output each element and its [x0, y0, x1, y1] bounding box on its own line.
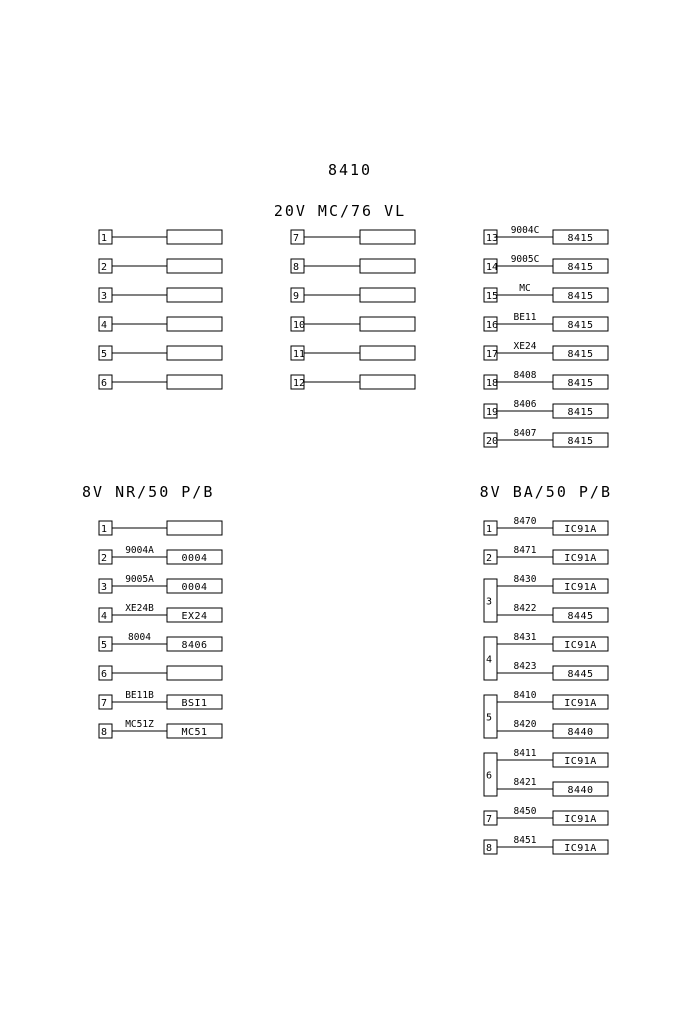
terminal-label: IC91A	[564, 553, 597, 564]
wire-label: 8431	[513, 632, 537, 643]
pin-number: 3	[486, 596, 493, 608]
terminal-label: 8415	[567, 233, 594, 244]
pin-number: 2	[101, 262, 108, 273]
wire-label: 8430	[513, 574, 537, 585]
wire-label: MC	[519, 283, 531, 294]
terminal-label: IC91A	[564, 814, 597, 825]
terminal-label: IC91A	[564, 640, 597, 651]
terminal-label: 8445	[567, 669, 594, 680]
terminal-label: BSI1	[181, 698, 208, 709]
terminal-label: MC51	[181, 727, 208, 738]
wire-label: 8421	[513, 777, 537, 788]
pin-number: 1	[486, 524, 493, 535]
pin-number: 3	[101, 291, 108, 302]
wire-label: 8450	[513, 806, 537, 817]
terminal-label: 8415	[567, 320, 594, 331]
pin-number: 2	[101, 553, 108, 564]
terminal-label: 8415	[567, 378, 594, 389]
wire-label: 8004	[128, 632, 151, 643]
terminal-label: IC91A	[564, 582, 597, 593]
terminal-box	[360, 288, 415, 302]
pin-number: 5	[486, 712, 493, 724]
pin-number: 10	[293, 320, 306, 331]
connector-label-ba: 8V BA/50 P/B	[479, 483, 612, 501]
pin-number: 11	[293, 349, 306, 360]
pin-number: 17	[486, 349, 499, 360]
terminal-label: 0004	[181, 553, 208, 564]
pin-number: 7	[293, 233, 300, 244]
wire-label: 9005A	[125, 574, 154, 585]
pin-number: 18	[486, 378, 499, 389]
wire-label: 8406	[513, 399, 537, 410]
terminal-label: IC91A	[564, 698, 597, 709]
terminal-label: IC91A	[564, 524, 597, 535]
wire-label: BE11B	[125, 690, 154, 701]
pin-number: 4	[486, 654, 493, 666]
terminal-box	[360, 346, 415, 360]
pin-number: 14	[486, 262, 499, 273]
pin-number: 20	[486, 436, 499, 447]
wire-label: 8411	[513, 748, 537, 759]
wire-label: MC51Z	[125, 719, 154, 730]
terminal-box	[167, 375, 222, 389]
pin-number: 7	[486, 814, 493, 825]
pin-number: 2	[486, 553, 493, 564]
wire-label: 8422	[513, 603, 537, 614]
pin-number: 15	[486, 291, 499, 302]
terminal-label: 8406	[181, 640, 208, 651]
wire-label: 8420	[513, 719, 537, 730]
terminal-box	[167, 521, 222, 535]
wire-label: 8410	[513, 690, 537, 701]
pin-number: 3	[101, 582, 108, 593]
pin-number: 8	[293, 262, 300, 273]
terminal-box	[167, 288, 222, 302]
terminal-box	[360, 259, 415, 273]
pin-number: 12	[293, 378, 306, 389]
terminal-box	[360, 375, 415, 389]
terminal-label: IC91A	[564, 843, 597, 854]
pin-number: 8	[486, 843, 493, 854]
pin-number: 6	[101, 669, 108, 680]
wire-label: XE24	[513, 341, 537, 352]
pin-number: 19	[486, 407, 499, 418]
wire-label: 9005C	[510, 254, 540, 265]
terminal-label: 8415	[567, 262, 594, 273]
connector-label-nr: 8V NR/50 P/B	[82, 483, 215, 501]
pin-number: 4	[101, 611, 108, 622]
pin-number: 1	[101, 524, 108, 535]
pin-number: 8	[101, 727, 108, 738]
pin-number: 4	[101, 320, 108, 331]
terminal-label: 8415	[567, 291, 594, 302]
terminal-box	[360, 230, 415, 244]
terminal-box	[167, 230, 222, 244]
pin-number: 1	[101, 233, 108, 244]
wire-label: 9004C	[510, 225, 540, 236]
terminal-label: 8415	[567, 436, 594, 447]
terminal-label: 8440	[567, 785, 594, 796]
terminal-label: 8415	[567, 407, 594, 418]
pin-number: 13	[486, 233, 499, 244]
pin-number: 5	[101, 349, 108, 360]
pin-number: 7	[101, 698, 108, 709]
wire-label: 8407	[513, 428, 537, 439]
pin-number: 6	[101, 378, 108, 389]
terminal-label: 8440	[567, 727, 594, 738]
terminal-label: EX24	[181, 611, 208, 622]
wire-label: XE24B	[125, 603, 154, 614]
terminal-box	[167, 317, 222, 331]
terminal-label: 8415	[567, 349, 594, 360]
connector-label-20v: 20V MC/76 VL	[273, 202, 407, 220]
wire-label: 8471	[513, 545, 537, 556]
wire-label: BE11	[513, 312, 537, 323]
diagram-title: 8410	[327, 161, 373, 179]
terminal-box	[167, 346, 222, 360]
pin-number: 9	[293, 291, 300, 302]
wire-label: 8451	[513, 835, 537, 846]
wire-label: 9004A	[125, 545, 154, 556]
wire-label: 8470	[513, 516, 537, 527]
wire-label: 8423	[513, 661, 537, 672]
wire-label: 8408	[513, 370, 537, 381]
pin-number: 6	[486, 770, 493, 782]
terminal-box	[167, 259, 222, 273]
pin-number: 16	[486, 320, 499, 331]
terminal-label: 0004	[181, 582, 208, 593]
terminal-box	[167, 666, 222, 680]
terminal-label: IC91A	[564, 756, 597, 767]
terminal-label: 8445	[567, 611, 594, 622]
pin-number: 5	[101, 640, 108, 651]
terminal-box	[360, 317, 415, 331]
